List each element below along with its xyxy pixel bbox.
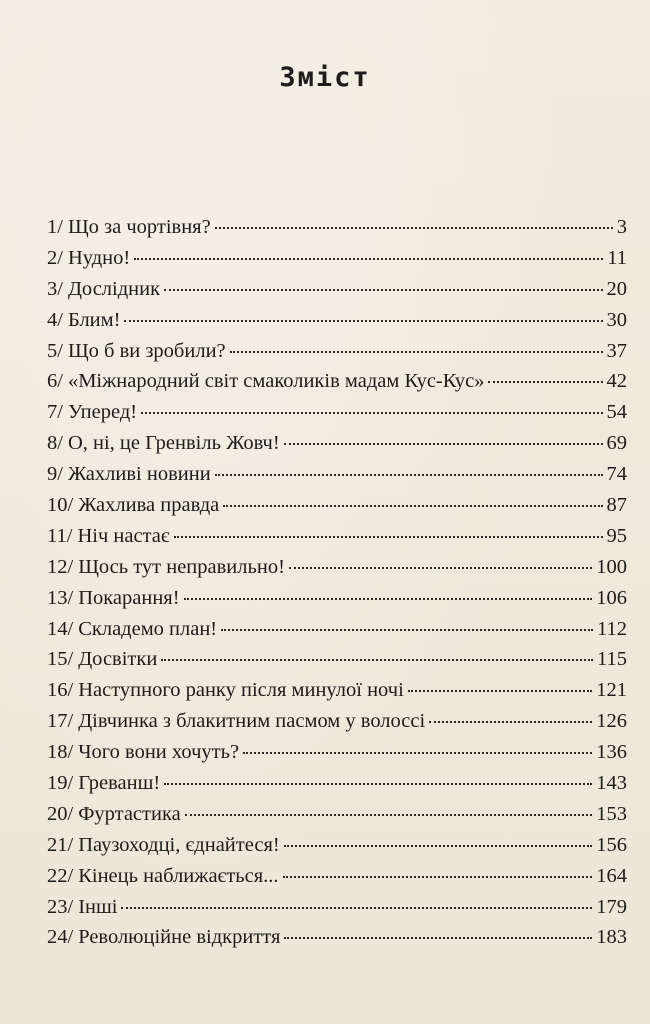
- chapter-title: Жахлива правда: [78, 494, 220, 517]
- chapter-number: 23/: [47, 895, 74, 918]
- chapter-title: Досвітки: [78, 648, 158, 671]
- chapter-title: Складемо план!: [78, 617, 218, 640]
- chapter-number: 16/: [47, 679, 74, 702]
- toc-entry: [47, 397, 627, 428]
- dot-leader: [243, 752, 592, 754]
- dot-leader: [215, 474, 603, 476]
- chapter-title: Щось тут неправильно!: [78, 555, 285, 578]
- chapter-title: Дослідник: [67, 277, 161, 300]
- toc-entry: [47, 799, 627, 830]
- page-number: 156: [596, 833, 627, 856]
- chapter-title: Блим!: [67, 308, 121, 331]
- chapter-number: 14/: [47, 617, 74, 640]
- chapter-number: 20/: [47, 802, 74, 825]
- page-number: 183: [596, 926, 627, 949]
- chapter-number: 7/: [47, 401, 63, 424]
- dot-leader: [134, 258, 603, 260]
- dot-leader: [185, 814, 593, 816]
- dot-leader: [289, 567, 592, 569]
- chapter-title: Революційне відкриття: [78, 926, 281, 949]
- page-title: Зміст: [279, 62, 371, 93]
- page-number: 126: [596, 710, 627, 733]
- toc-entry: [47, 274, 627, 305]
- toc-entry: [47, 521, 627, 552]
- page-number: 95: [606, 524, 627, 547]
- page-number: 153: [596, 802, 627, 825]
- chapter-title: Наступного ранку після минулої ночі: [78, 679, 404, 702]
- chapter-number: 9/: [47, 463, 63, 486]
- chapter-number: 17/: [47, 710, 74, 733]
- chapter-number: 6/: [47, 370, 63, 393]
- toc-entry: [47, 737, 627, 768]
- toc-entry: [47, 212, 627, 243]
- page-number: 121: [596, 679, 627, 702]
- chapter-title: Покарання!: [78, 586, 180, 609]
- page-number: 30: [606, 308, 627, 331]
- page-number: 143: [596, 772, 627, 795]
- chapter-number: 21/: [47, 833, 74, 856]
- page-number: 69: [606, 432, 627, 455]
- chapter-number: 1/: [47, 216, 63, 238]
- chapter-title: Інші: [78, 895, 118, 918]
- page-number: 106: [596, 586, 627, 609]
- page-number: 87: [606, 494, 627, 517]
- dot-leader: [164, 289, 602, 291]
- dot-leader: [164, 783, 592, 785]
- page-number: 3: [616, 216, 627, 238]
- page-number: 42: [606, 370, 627, 393]
- toc-entry: [47, 830, 627, 861]
- chapter-title: Дівчинка з блакитним пасмом у волоссі: [78, 710, 426, 733]
- chapter-number: 2/: [47, 246, 63, 269]
- chapter-number: 15/: [47, 648, 74, 671]
- toc-entry: [47, 675, 627, 706]
- page-number: 179: [596, 895, 627, 918]
- chapter-title: «Міжнародний світ смаколиків мадам Кус-Кус»: [67, 370, 485, 393]
- dot-leader: [141, 412, 602, 414]
- dot-leader: [124, 320, 602, 322]
- chapter-number: 24/: [47, 926, 74, 949]
- dot-leader: [284, 443, 603, 445]
- chapter-number: 13/: [47, 586, 74, 609]
- page-number: 54: [606, 401, 627, 424]
- chapter-number: 8/: [47, 432, 63, 455]
- dot-leader: [174, 536, 603, 538]
- dot-leader: [121, 907, 592, 909]
- toc-entry: [47, 768, 627, 799]
- chapter-number: 18/: [47, 741, 74, 764]
- dot-leader: [488, 381, 602, 383]
- dot-leader: [284, 845, 593, 847]
- page-number: 164: [596, 864, 627, 887]
- dot-leader: [408, 690, 592, 692]
- chapter-title: Жахливі новини: [67, 463, 211, 486]
- dot-leader: [184, 598, 593, 600]
- toc-entry: [47, 861, 627, 892]
- chapter-title: Чого вони хочуть?: [78, 741, 240, 764]
- dot-leader: [161, 659, 593, 661]
- chapter-number: 3/: [47, 277, 63, 300]
- page-number: 100: [596, 555, 627, 578]
- chapter-title: Що б ви зробили?: [67, 339, 226, 362]
- dot-leader: [284, 937, 592, 939]
- page-number: 20: [606, 277, 627, 300]
- chapter-number: 10/: [47, 494, 74, 517]
- page-number: 136: [596, 741, 627, 764]
- toc-entry: [47, 644, 627, 675]
- chapter-title: Греванш!: [78, 772, 161, 795]
- chapter-number: 19/: [47, 772, 74, 795]
- toc-entry: [47, 583, 627, 614]
- toc-entry: [47, 336, 627, 367]
- chapter-title: Кінець наближається...: [78, 864, 279, 887]
- chapter-title: Нудно!: [67, 246, 131, 269]
- chapter-title: О, ні, це Гренвіль Жовч!: [67, 432, 280, 455]
- page-number: 37: [606, 339, 627, 362]
- toc-entry: [47, 459, 627, 490]
- table-of-contents: [47, 212, 627, 953]
- toc-entry: [47, 490, 627, 521]
- chapter-number: 5/: [47, 339, 63, 362]
- dot-leader: [429, 721, 592, 723]
- page-number: 11: [607, 246, 627, 269]
- page-number: 115: [597, 648, 627, 671]
- toc-entry: [47, 706, 627, 737]
- chapter-number: 4/: [47, 308, 63, 331]
- dot-leader: [283, 876, 593, 878]
- dot-leader: [221, 629, 593, 631]
- toc-entry: [47, 922, 627, 953]
- chapter-title: Ніч настає: [77, 524, 170, 547]
- page-number: 112: [597, 617, 627, 640]
- chapter-number: 22/: [47, 864, 74, 887]
- dot-leader: [215, 227, 613, 229]
- chapter-title: Паузоходці, єднайтеся!: [78, 833, 280, 856]
- chapter-number: 11/: [47, 524, 73, 547]
- toc-entry: [47, 892, 627, 923]
- chapter-title: Фуртастика: [78, 802, 181, 825]
- page-number: 74: [606, 463, 627, 486]
- chapter-number: 12/: [47, 555, 74, 578]
- toc-entry: [47, 366, 627, 397]
- chapter-title: Уперед!: [67, 401, 138, 424]
- dot-leader: [230, 351, 603, 353]
- chapter-title: Що за чортівня?: [67, 216, 211, 238]
- toc-entry: [47, 243, 627, 274]
- toc-entry: [47, 614, 627, 645]
- toc-entry: [47, 552, 627, 583]
- dot-leader: [223, 505, 602, 507]
- toc-entry: [47, 305, 627, 336]
- toc-entry: [47, 428, 627, 459]
